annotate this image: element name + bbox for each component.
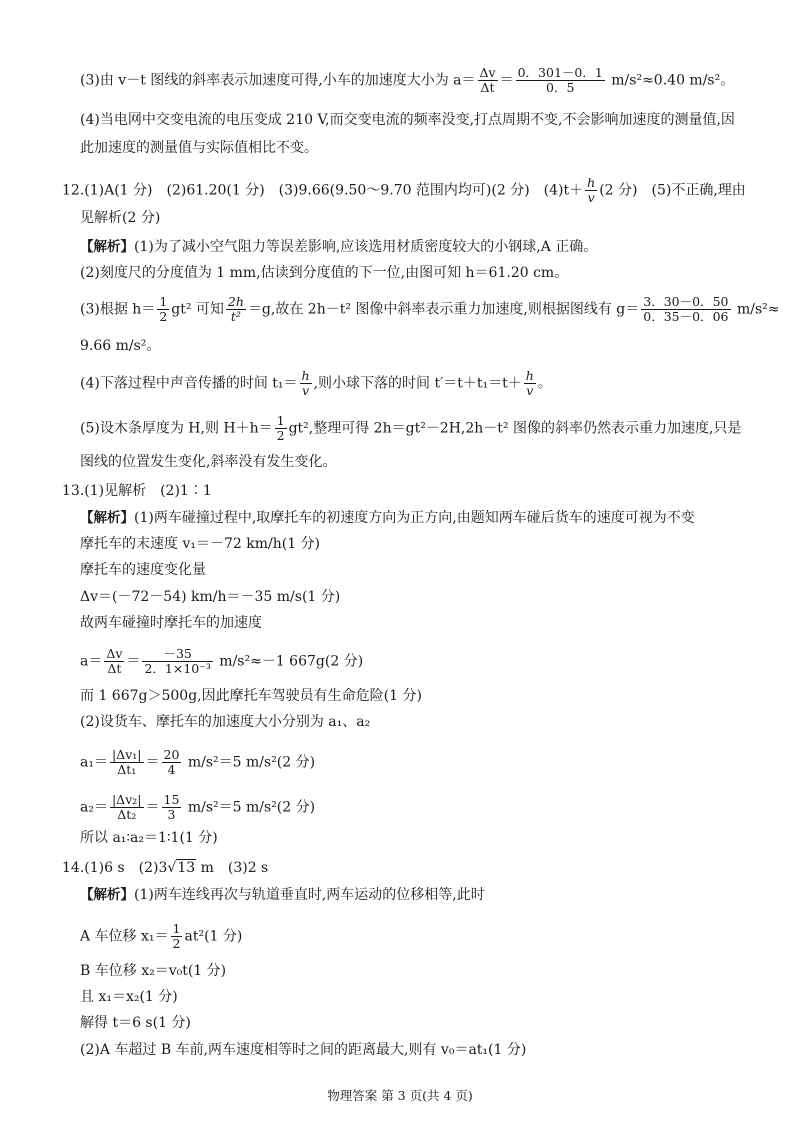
q13-line-3: 摩托车的速度变化量 — [80, 562, 206, 578]
q12-analysis-5-line2: 图线的位置发生变化,斜率没有发生变化。 — [80, 454, 337, 470]
q14-answer-line: 14.(1)6 s (2)3√13 m (3)2 s — [62, 860, 269, 876]
q13-line-11: 所以 a₁∶a₂＝1∶1(1 分) — [80, 830, 218, 846]
q12-answer-line2: 见解析(2 分) — [80, 210, 161, 226]
sqrt-symbol: √ — [167, 860, 177, 876]
analysis-tag: 【解析】 — [80, 510, 134, 526]
q14-line-4: 且 x₁＝x₂(1 分) — [80, 989, 178, 1005]
fraction: $\frac{3.30-0.50}{0.35-0.06}$ — [643, 294, 729, 324]
q14-analysis-1: 【解析】(1)两车连线再次与轨道垂直时,两车运动的位移相等,此时 — [80, 887, 485, 903]
q11-part4-line2: 此加速度的测量值与实际值相比不变。 — [80, 140, 318, 156]
fraction: $\frac{h}{v}$ — [301, 368, 310, 398]
fraction: $\frac{\Delta v}{\Delta t}$ — [106, 646, 123, 676]
fraction: $\frac{1}{2}$ — [172, 921, 181, 951]
fraction: $\frac{2h}{\text{t²}}$ — [227, 294, 244, 324]
q13-line-8: (2)设货车、摩托车的加速度大小分别为 a₁、a₂ — [80, 714, 371, 730]
q11-part3-line: (3)由 v－t 图线的斜率表示加速度可得,小车的加速度大小为 a＝ $\frac{\Delta v}{\Delta t}$ ＝ $\frac{0.301-0.1}{0.5}$ m/s²≈0.40 m/s²。 — [80, 65, 735, 95]
fraction: $\frac{h}{v}$ — [587, 175, 596, 205]
fraction: $\frac{0.301-0.1}{0.5}$ — [517, 65, 603, 95]
q12-answer-line: 12.(1)A(1 分) (2)61.20(1 分) (3)9.66(9.50～9.70 范围内均可)(2 分) (4)t＋ $\frac{h}{v}$ (2 分) (5)不正确,理由 — [62, 175, 746, 205]
q14-line-6: (2)A 车超过 B 车前,两车速度相等时之间的距离最大,则有 v₀＝at₁(1 分) — [80, 1042, 527, 1058]
q14-line-5: 解得 t＝6 s(1 分) — [80, 1015, 191, 1031]
q11-part3-text: (3)由 v－t 图线的斜率表示加速度可得,小车的加速度大小为 a＝ — [80, 72, 476, 89]
fraction: $\frac{\text{|Δv₁|}}{\text{Δt₁}}$ — [111, 747, 142, 777]
q14-line-2: A 车位移 x₁＝ $\frac{1}{2}$ at²(1 分) — [80, 921, 243, 951]
q13-answer-line: 13.(1)见解析 (2)1∶1 — [62, 483, 212, 499]
fraction: $\frac{\text{|Δv₂|}}{\text{Δt₂}}$ — [111, 792, 142, 822]
fraction: $\frac{h}{v}$ — [525, 368, 534, 398]
q13-analysis-1: 【解析】(1)两车碰撞过程中,取摩托车的初速度方向为正方向,由题知两车碰后货车的速度可视为不变 — [80, 510, 695, 526]
q12-analysis-1: 【解析】(1)为了减小空气阻力等误差影响,应该选用材质密度较大的小钢球,A 正确。 — [80, 239, 598, 255]
q13-line-4: Δv＝(－72－54) km/h＝－35 m/s(1 分) — [80, 589, 341, 605]
q14-line-3: B 车位移 x₂＝v₀t(1 分) — [80, 963, 227, 979]
q13-line-9: a₁＝ $\frac{\text{|Δv₁|}}{\text{Δt₁}}$ ＝ $\frac{20}{4}$ m/s²＝5 m/s²(2 分) — [80, 747, 316, 777]
q12-analysis-4: (4)下落过程中声音传播的时间 t₁＝ $\frac{h}{v}$ ,则小球下落的时间 t′＝t＋t₁＝t＋ $\frac{h}{v}$ 。 — [80, 368, 552, 398]
fraction: $\frac{1}{2}$ — [159, 294, 168, 324]
fraction: $\frac{-35}{\text{2．1×10⁻³}}$ — [144, 646, 211, 676]
q13-line-6: a＝ $\frac{\Delta v}{\Delta t}$ ＝ $\frac{-35}{\text{2．1×10⁻³}}$ m/s²≈－1 667g(2 分) — [80, 646, 364, 676]
q13-line-7: 而 1 667g＞500g,因此摩托车驾驶员有生命危险(1 分) — [80, 688, 422, 704]
q13-line-10: a₂＝ $\frac{\text{|Δv₂|}}{\text{Δt₂}}$ ＝ $\frac{15}{3}$ m/s²＝5 m/s²(2 分) — [80, 792, 316, 822]
q12-analysis-2: (2)刻度尺的分度值为 1 mm,估读到分度值的下一位,由图可知 h＝61.20 cm。 — [80, 265, 569, 281]
q13-line-2: 摩托车的末速度 v₁＝－72 km/h(1 分) — [80, 536, 321, 552]
fraction: $\frac{1}{2}$ — [276, 413, 285, 443]
q11-part4-line1: (4)当电网中交变电流的电压变成 210 V,而交变电流的频率没变,打点周期不变,不会影响加速度的测量值,因 — [80, 112, 735, 128]
fraction: $\frac{15}{3}$ — [163, 792, 180, 822]
fraction: $\frac{\Delta v}{\Delta t}$ — [479, 65, 496, 95]
analysis-tag: 【解析】 — [80, 239, 134, 255]
q12-analysis-3-line2: 9.66 m/s²。 — [80, 338, 161, 354]
analysis-tag: 【解析】 — [80, 887, 134, 903]
q12-analysis-3: (3)根据 h＝ $\frac{1}{2}$ gt² 可知 $\frac{2h}{\text{t²}}$ ＝g,故在 2h－t² 图像中斜率表示重力加速度,则根据图线有 g＝ $\frac{3.30-0.50}{0.35-0.06}$ m/s²≈ — [80, 294, 780, 324]
page-footer: 物理答案 第 3 页(共 4 页) — [327, 1088, 473, 1103]
q13-line-5: 故两车碰撞时摩托车的加速度 — [80, 615, 262, 631]
fraction: $\frac{20}{4}$ — [163, 747, 180, 777]
q12-analysis-5: (5)设木条厚度为 H,则 H＋h＝ $\frac{1}{2}$ gt²,整理可得 2h＝gt²－2H,2h－t² 图像的斜率仍然表示重力加速度,只是 — [80, 413, 742, 443]
